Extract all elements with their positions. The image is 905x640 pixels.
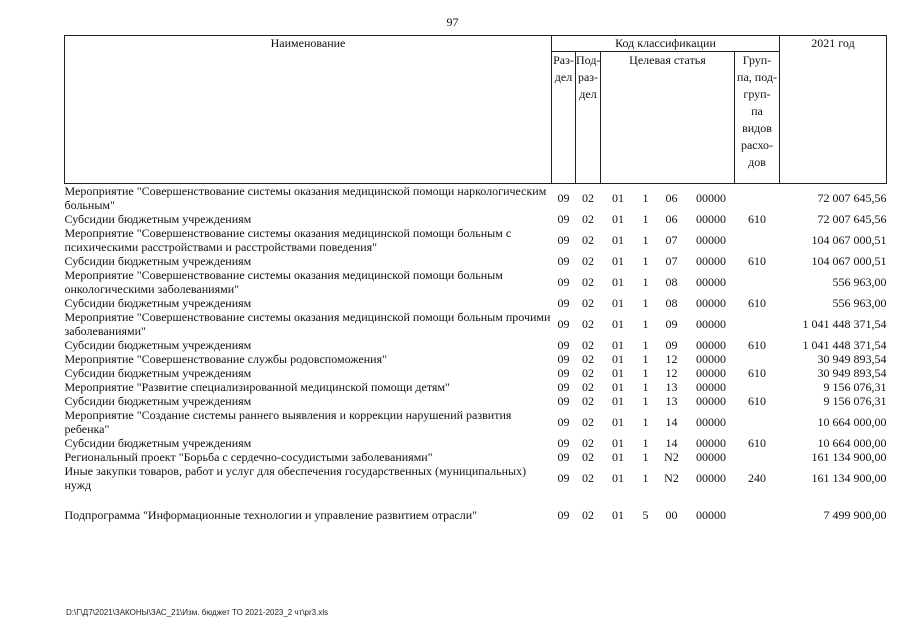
row-section: 09 bbox=[557, 338, 570, 352]
header-subsection-line: раз- bbox=[577, 70, 599, 84]
header-group-line: груп- bbox=[743, 87, 771, 101]
row-amount: 30 949 893,54 bbox=[817, 352, 887, 366]
row-target-event: 09 bbox=[665, 317, 678, 331]
row-target-subprogram: 5 bbox=[642, 508, 649, 522]
table-row bbox=[65, 296, 887, 310]
spacer-cell bbox=[65, 492, 887, 508]
row-target-event: N2 bbox=[664, 450, 679, 464]
row-target-subprogram: 1 bbox=[642, 275, 649, 289]
row-target-event: 12 bbox=[665, 352, 678, 366]
row-name: Субсидии бюджетным учреждениям bbox=[64, 296, 252, 310]
row-target-event: 07 bbox=[665, 254, 678, 268]
row-expense-type bbox=[735, 310, 780, 338]
row-target-program: 01 bbox=[612, 450, 624, 464]
row-target-direction: 00000 bbox=[696, 317, 726, 331]
row-target-event: N2 bbox=[664, 471, 679, 485]
row-amount: 104 067 000,51 bbox=[811, 254, 887, 268]
row-amount: 556 963,00 bbox=[832, 296, 887, 310]
row-target-subprogram: 1 bbox=[642, 233, 649, 247]
table-row bbox=[65, 366, 887, 380]
row-target-program: 01 bbox=[612, 233, 624, 247]
row-target-program: 01 bbox=[612, 212, 624, 226]
row-expense-type: 610 bbox=[748, 212, 766, 226]
row-amount: 161 134 900,00 bbox=[811, 450, 887, 464]
row-target-event: 09 bbox=[665, 338, 678, 352]
row-amount: 30 949 893,54 bbox=[817, 366, 887, 380]
table-row bbox=[65, 464, 887, 492]
row-section: 09 bbox=[557, 394, 570, 408]
row-subsection: 02 bbox=[582, 212, 594, 226]
row-subsection: 02 bbox=[582, 275, 594, 289]
table-row bbox=[65, 450, 887, 464]
row-target-subprogram: 1 bbox=[642, 450, 649, 464]
row-target-direction: 00000 bbox=[696, 450, 726, 464]
row-name: Мероприятие "Создание системы раннего выявления и коррекции нарушений развития ребенка" bbox=[64, 408, 512, 436]
row-target-event: 12 bbox=[665, 366, 678, 380]
row-target-subprogram: 1 bbox=[642, 366, 649, 380]
row-target-event: 06 bbox=[665, 212, 678, 226]
row-subsection: 02 bbox=[582, 338, 594, 352]
row-amount: 7 499 900,00 bbox=[823, 508, 887, 522]
row-expense-type: 610 bbox=[748, 296, 766, 310]
row-name: Мероприятие "Развитие специализированной медицинской помощи детям" bbox=[64, 380, 450, 394]
row-target-subprogram: 1 bbox=[642, 254, 649, 268]
row-name: Субсидии бюджетным учреждениям bbox=[64, 436, 252, 450]
row-expense-type bbox=[735, 508, 780, 522]
file-path-footer: D:\Г\Д7\2021\ЗАКОНЫ\ЗАС_21\Изм. бюджет ТО 2021-2023_2 чт\pr3.xls bbox=[66, 608, 329, 617]
row-target-direction: 00000 bbox=[696, 275, 726, 289]
table-row bbox=[65, 394, 887, 408]
header-section bbox=[552, 52, 576, 184]
row-target-event: 06 bbox=[665, 191, 678, 205]
header-name: Наименование bbox=[65, 36, 552, 184]
row-expense-type bbox=[735, 268, 780, 296]
table-row bbox=[65, 338, 887, 352]
row-name: Мероприятие "Совершенствование службы родовспоможения" bbox=[64, 352, 388, 366]
row-expense-type bbox=[735, 226, 780, 254]
row-amount: 10 664 000,00 bbox=[817, 436, 887, 450]
row-section: 09 bbox=[557, 191, 570, 205]
row-target-program: 01 bbox=[612, 436, 624, 450]
row-amount: 556 963,00 bbox=[832, 275, 887, 289]
row-name: Субсидии бюджетным учреждениям bbox=[64, 394, 252, 408]
row-section: 09 bbox=[557, 450, 570, 464]
row-name: Подпрограмма "Информационные технологии и управление развитием отрасли" bbox=[64, 508, 478, 522]
row-expense-type: 610 bbox=[748, 254, 766, 268]
row-expense-type bbox=[735, 380, 780, 394]
header-year: 2021 год bbox=[780, 36, 887, 184]
row-subsection: 02 bbox=[582, 233, 594, 247]
header-section-line: дел bbox=[554, 70, 573, 84]
row-subsection: 02 bbox=[582, 450, 594, 464]
table-row bbox=[65, 254, 887, 268]
table-row bbox=[65, 268, 887, 296]
row-target-event: 07 bbox=[665, 233, 678, 247]
table-row bbox=[65, 436, 887, 450]
row-section: 09 bbox=[557, 275, 570, 289]
table-row bbox=[65, 212, 887, 226]
header-group-line: па bbox=[751, 104, 763, 118]
header-subsection-line: Под- bbox=[576, 53, 601, 67]
row-target-subprogram: 1 bbox=[642, 338, 649, 352]
row-target-direction: 00000 bbox=[696, 254, 726, 268]
row-target-subprogram: 1 bbox=[642, 380, 649, 394]
row-amount: 161 134 900,00 bbox=[811, 471, 887, 485]
row-subsection: 02 bbox=[582, 191, 594, 205]
table-row bbox=[65, 310, 887, 338]
row-target-program: 01 bbox=[612, 394, 624, 408]
row-section: 09 bbox=[557, 317, 570, 331]
row-target-direction: 00000 bbox=[696, 233, 726, 247]
table-row bbox=[65, 184, 887, 213]
header-group-line: па, под- bbox=[737, 70, 777, 84]
header-group-line: дов bbox=[748, 155, 766, 169]
budget-table bbox=[64, 35, 887, 522]
row-expense-type bbox=[735, 408, 780, 436]
row-section: 09 bbox=[557, 352, 570, 366]
row-expense-type: 610 bbox=[748, 436, 766, 450]
table-row bbox=[65, 226, 887, 254]
row-target-direction: 00000 bbox=[696, 394, 726, 408]
header-group-line: видов bbox=[742, 121, 772, 135]
row-target-subprogram: 1 bbox=[642, 296, 649, 310]
row-amount: 1 041 448 371,54 bbox=[802, 317, 887, 331]
row-target-program: 01 bbox=[612, 296, 624, 310]
row-section: 09 bbox=[557, 380, 570, 394]
spacer-row bbox=[65, 492, 887, 508]
row-target-program: 01 bbox=[612, 191, 624, 205]
row-target-direction: 00000 bbox=[696, 352, 726, 366]
row-subsection: 02 bbox=[582, 352, 594, 366]
row-subsection: 02 bbox=[582, 296, 594, 310]
row-subsection: 02 bbox=[582, 317, 594, 331]
row-target-event: 08 bbox=[665, 296, 678, 310]
row-expense-type: 610 bbox=[748, 338, 766, 352]
row-target-direction: 00000 bbox=[696, 380, 726, 394]
row-target-subprogram: 1 bbox=[642, 317, 649, 331]
row-target-event: 13 bbox=[665, 380, 678, 394]
row-target-direction: 00000 bbox=[696, 415, 726, 429]
row-target-direction: 00000 bbox=[696, 436, 726, 450]
row-amount: 72 007 645,56 bbox=[817, 191, 887, 205]
row-section: 09 bbox=[557, 471, 570, 485]
row-expense-type: 610 bbox=[748, 394, 766, 408]
row-amount: 72 007 645,56 bbox=[817, 212, 887, 226]
row-section: 09 bbox=[557, 415, 570, 429]
table-row bbox=[65, 508, 887, 522]
header-expense-group bbox=[735, 52, 780, 184]
row-target-subprogram: 1 bbox=[642, 352, 649, 366]
header-subsection bbox=[576, 52, 601, 184]
page-number: 97 bbox=[446, 15, 459, 29]
row-target-program: 01 bbox=[612, 366, 624, 380]
row-amount: 1 041 448 371,54 bbox=[802, 338, 887, 352]
row-name: Субсидии бюджетным учреждениям bbox=[64, 366, 252, 380]
row-name: Иные закупки товаров, работ и услуг для обеспечения государственных (муниципальных) нужд bbox=[64, 464, 527, 492]
row-target-program: 01 bbox=[612, 415, 624, 429]
row-subsection: 02 bbox=[582, 366, 594, 380]
row-target-program: 01 bbox=[612, 352, 624, 366]
row-name: Субсидии бюджетным учреждениям bbox=[64, 212, 252, 226]
row-name: Мероприятие "Совершенствование системы оказания медицинской помощи больным прочими заболеваниями" bbox=[64, 310, 551, 338]
header-section-line: Раз- bbox=[553, 53, 574, 67]
row-target-direction: 00000 bbox=[696, 508, 726, 522]
row-target-subprogram: 1 bbox=[642, 394, 649, 408]
row-target-program: 01 bbox=[612, 338, 624, 352]
row-subsection: 02 bbox=[582, 471, 594, 485]
row-section: 09 bbox=[557, 296, 570, 310]
row-name: Мероприятие "Совершенствование системы оказания медицинской помощи больным с психическими расстройствами и расстройствами поведения" bbox=[64, 226, 512, 254]
row-expense-type: 240 bbox=[748, 471, 766, 485]
row-section: 09 bbox=[557, 233, 570, 247]
row-target-subprogram: 1 bbox=[642, 471, 649, 485]
row-target-direction: 00000 bbox=[696, 366, 726, 380]
row-target-subprogram: 1 bbox=[642, 191, 649, 205]
row-name: Субсидии бюджетным учреждениям bbox=[64, 254, 252, 268]
row-target-event: 14 bbox=[665, 415, 678, 429]
row-amount: 104 067 000,51 bbox=[811, 233, 887, 247]
row-amount: 9 156 076,31 bbox=[823, 380, 887, 394]
header-subsection-line: дел bbox=[579, 87, 597, 101]
row-section: 09 bbox=[557, 212, 570, 226]
row-expense-type bbox=[735, 352, 780, 366]
row-target-event: 13 bbox=[665, 394, 678, 408]
header-classification-code: Код классификации bbox=[552, 36, 780, 52]
row-subsection: 02 bbox=[582, 436, 594, 450]
row-target-direction: 00000 bbox=[696, 191, 726, 205]
row-target-direction: 00000 bbox=[696, 338, 726, 352]
row-section: 09 bbox=[557, 508, 570, 522]
row-target-event: 14 bbox=[665, 436, 678, 450]
table-row bbox=[65, 352, 887, 366]
row-subsection: 02 bbox=[582, 394, 594, 408]
row-target-subprogram: 1 bbox=[642, 212, 649, 226]
row-subsection: 02 bbox=[582, 380, 594, 394]
row-target-direction: 00000 bbox=[696, 212, 726, 226]
row-section: 09 bbox=[557, 254, 570, 268]
row-target-event: 00 bbox=[665, 508, 678, 522]
row-target-program: 01 bbox=[612, 380, 624, 394]
row-target-program: 01 bbox=[612, 275, 624, 289]
header-group-line: расхо- bbox=[740, 138, 774, 152]
row-target-program: 01 bbox=[612, 254, 624, 268]
row-expense-type: 610 bbox=[748, 366, 766, 380]
row-name: Региональный проект "Борьба с сердечно-сосудистыми заболеваниями" bbox=[64, 450, 433, 464]
row-target-program: 01 bbox=[612, 508, 624, 522]
row-amount: 10 664 000,00 bbox=[817, 415, 887, 429]
table-body bbox=[65, 184, 887, 523]
row-target-subprogram: 1 bbox=[642, 415, 649, 429]
row-subsection: 02 bbox=[582, 254, 594, 268]
row-name: Мероприятие "Совершенствование системы оказания медицинской помощи больным онкологическими заболеваниями" bbox=[64, 268, 503, 296]
row-subsection: 02 bbox=[582, 508, 594, 522]
row-subsection: 02 bbox=[582, 415, 594, 429]
table-row bbox=[65, 408, 887, 436]
row-amount: 9 156 076,31 bbox=[823, 394, 887, 408]
row-target-program: 01 bbox=[612, 471, 624, 485]
row-name: Субсидии бюджетным учреждениям bbox=[64, 338, 252, 352]
row-target-program: 01 bbox=[612, 317, 624, 331]
row-expense-type bbox=[735, 450, 780, 464]
row-expense-type bbox=[735, 184, 780, 213]
row-target-direction: 00000 bbox=[696, 471, 726, 485]
row-target-event: 08 bbox=[665, 275, 678, 289]
row-target-subprogram: 1 bbox=[642, 436, 649, 450]
table-row bbox=[65, 380, 887, 394]
row-target-direction: 00000 bbox=[696, 296, 726, 310]
row-name: Мероприятие "Совершенствование системы оказания медицинской помощи наркологическим больным" bbox=[64, 184, 547, 212]
row-section: 09 bbox=[557, 366, 570, 380]
row-section: 09 bbox=[557, 436, 570, 450]
header-target-article: Целевая статья bbox=[601, 52, 735, 184]
header-group-line: Груп- bbox=[742, 53, 772, 67]
